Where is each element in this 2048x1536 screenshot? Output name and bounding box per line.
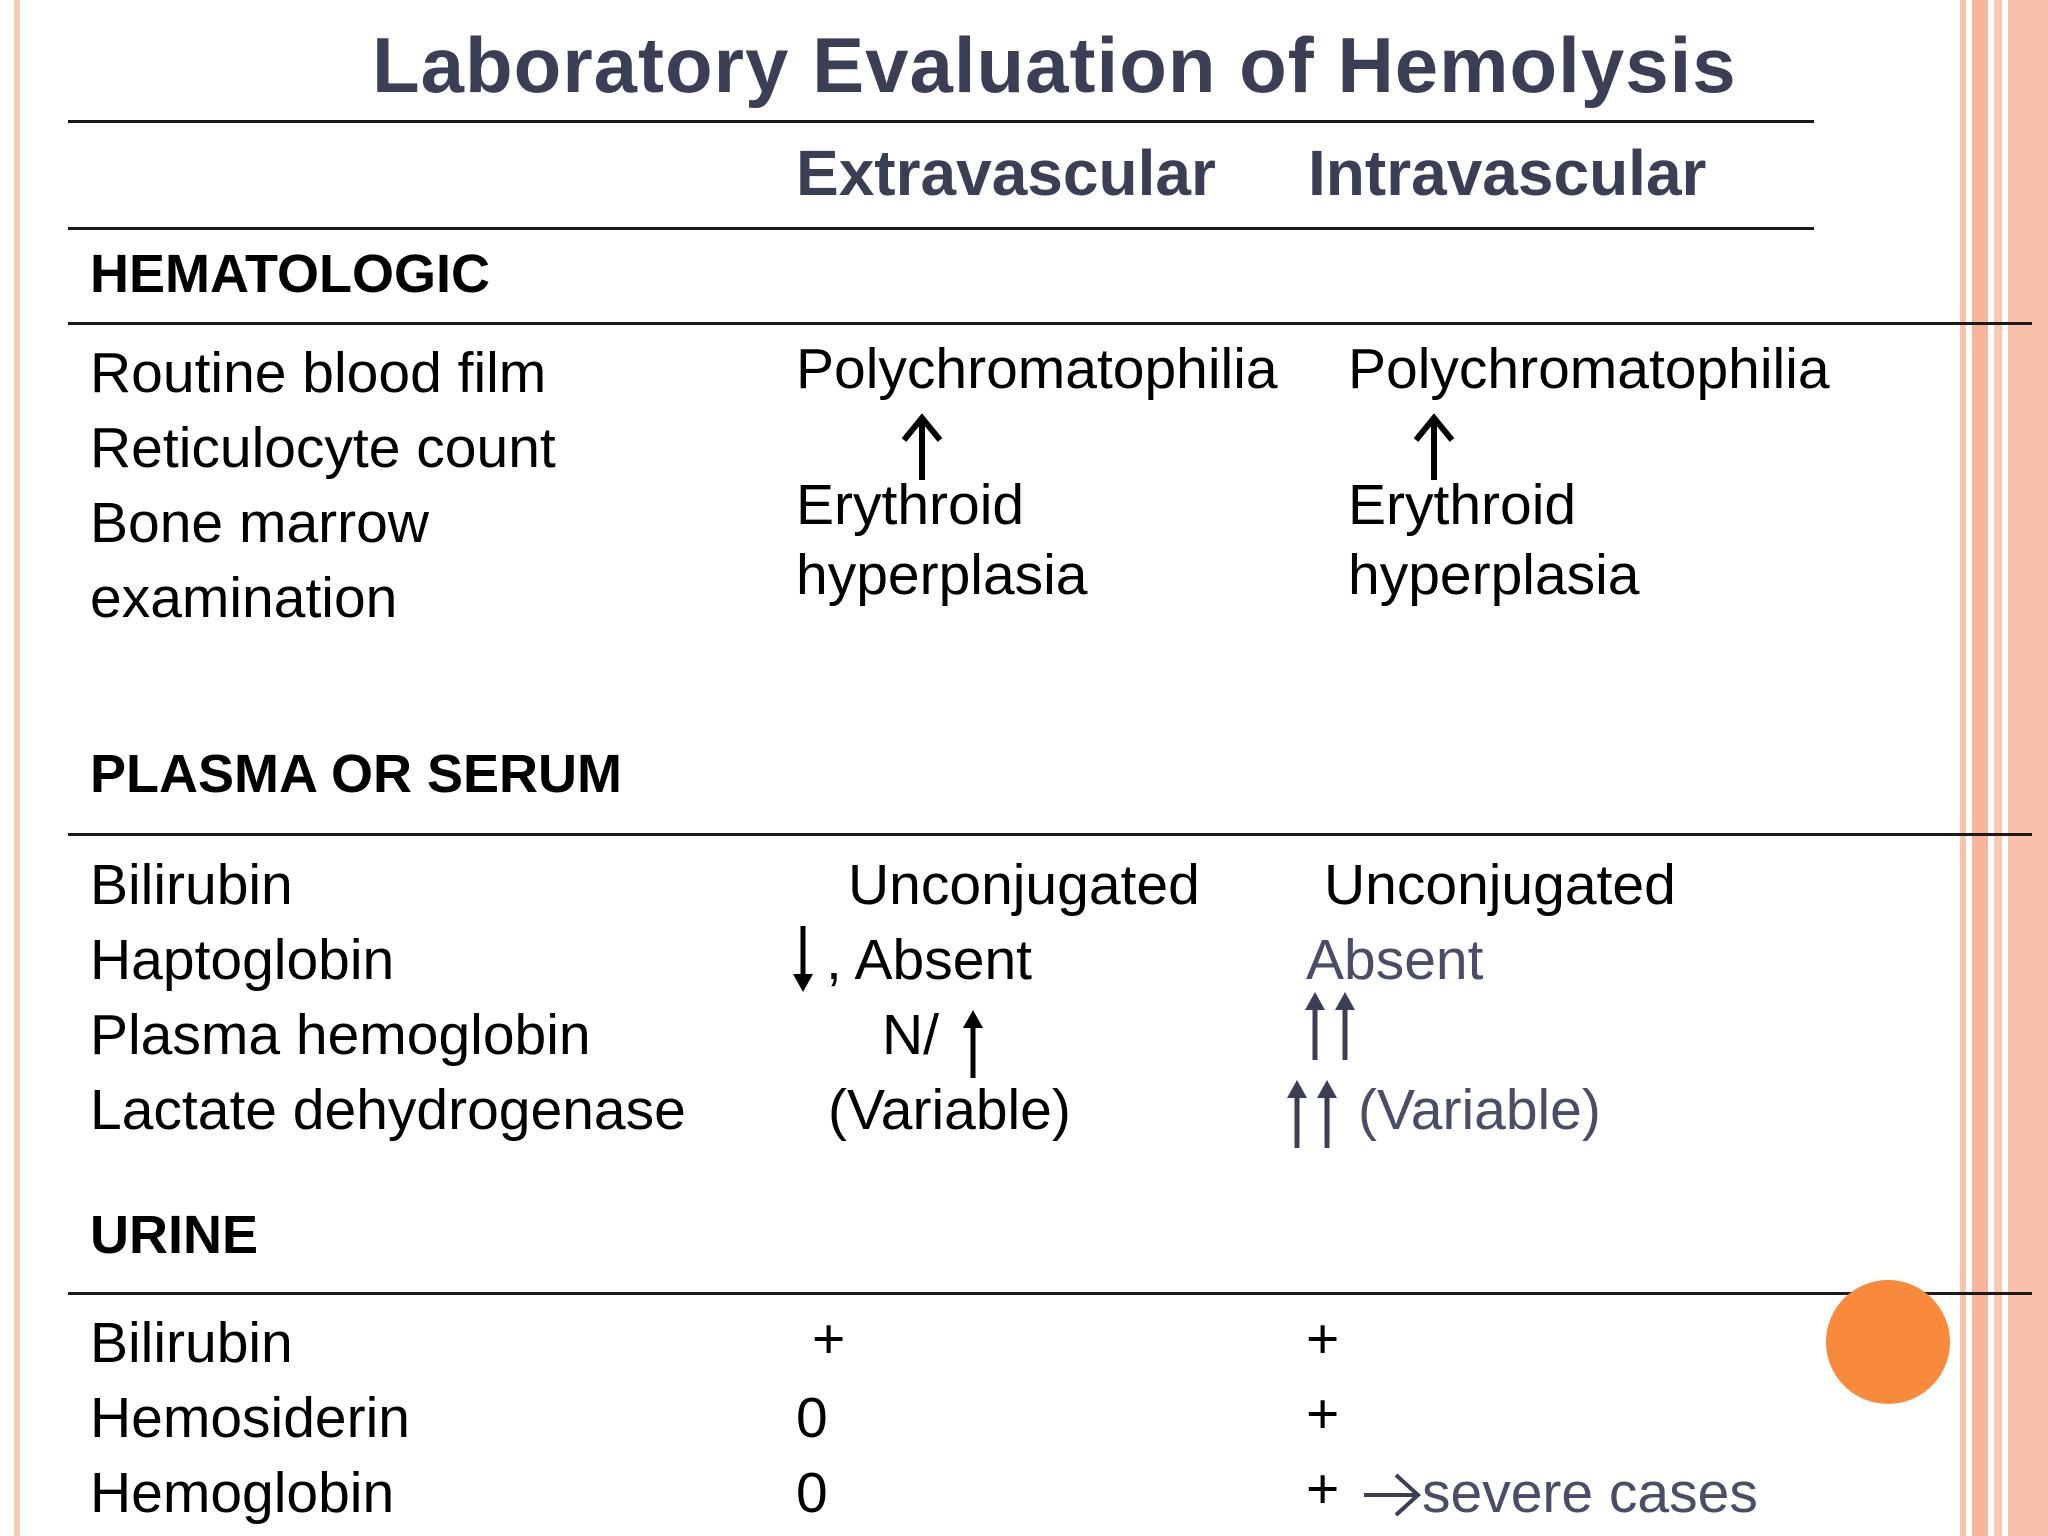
section-heading-urine: URINE [90,1205,259,1265]
extra-blood-film-value: Polychromatophilia [796,337,1278,401]
extra-hemosiderin-value: 0 [796,1386,828,1450]
arrow-down-icon [790,924,816,994]
label-bilirubin: Bilirubin [90,853,293,917]
intra-hemoglobin-value: + [1306,1457,1340,1521]
section-heading-plasma-serum: PLASMA OR SERUM [90,744,623,804]
slide-title: Laboratory Evaluation of Hemolysis [372,21,1737,109]
right-arrow-icon [1362,1470,1422,1520]
intra-ldh-value: (Variable) [1358,1078,1601,1142]
label-routine-blood-film: Routine blood film [90,341,547,405]
plasma-divider [68,833,2032,836]
intra-marrow-value-2: hyperplasia [1348,543,1640,607]
extra-marrow-value-2: hyperplasia [796,543,1088,607]
label-hemoglobin: Hemoglobin [90,1461,395,1525]
intra-urine-bilirubin-value: + [1306,1307,1340,1371]
extra-haptoglobin-value: , Absent [826,928,1032,992]
extra-marrow-value-1: Erythroid [796,473,1025,537]
border-strip-left [14,0,20,1536]
intra-bilirubin-value: Unconjugated [1324,853,1676,917]
decorative-orange-circle [1826,1280,1950,1404]
intra-marrow-value-1: Erythroid [1348,473,1577,537]
extra-plasma-hb-value: N/ [882,1003,939,1067]
label-urine-bilirubin: Bilirubin [90,1311,293,1375]
label-bone-marrow: Bone marrow [90,491,429,555]
label-haptoglobin: Haptoglobin [90,928,395,992]
border-strip-4 [2008,0,2048,1536]
extra-urine-bilirubin-value: + [812,1307,846,1371]
header-divider [68,227,1814,230]
border-strip-2 [1972,0,1988,1536]
title-divider [68,120,1814,123]
urine-divider [68,1292,2032,1295]
section-heading-hematologic: HEMATOLOGIC [90,244,490,304]
label-lactate-dehydrogenase: Lactate dehydrogenase [90,1078,686,1142]
column-heading-intravascular: Intravascular [1308,137,1707,209]
label-examination: examination [90,566,398,630]
column-heading-extravascular: Extravascular [796,137,1216,209]
intra-blood-film-value: Polychromatophilia [1348,337,1830,401]
extra-ldh-value: (Variable) [828,1078,1071,1142]
intra-hemosiderin-value: + [1306,1382,1340,1446]
label-reticulocyte-count: Reticulocyte count [90,416,556,480]
double-arrow-up-icon [1284,1078,1342,1150]
border-strip-1 [1960,0,1966,1536]
extra-hemoglobin-value: 0 [796,1461,828,1525]
intra-haptoglobin-value: Absent [1306,928,1484,992]
label-plasma-hemoglobin: Plasma hemoglobin [90,1003,591,1067]
intra-hemoglobin-note: severe cases [1422,1461,1758,1525]
extra-bilirubin-value: Unconjugated [848,853,1200,917]
hematologic-divider [68,322,2032,325]
label-hemosiderin: Hemosiderin [90,1386,410,1450]
double-arrow-up-icon [1302,990,1360,1062]
border-strip-3 [1994,0,2002,1536]
arrow-up-icon [960,1008,986,1080]
